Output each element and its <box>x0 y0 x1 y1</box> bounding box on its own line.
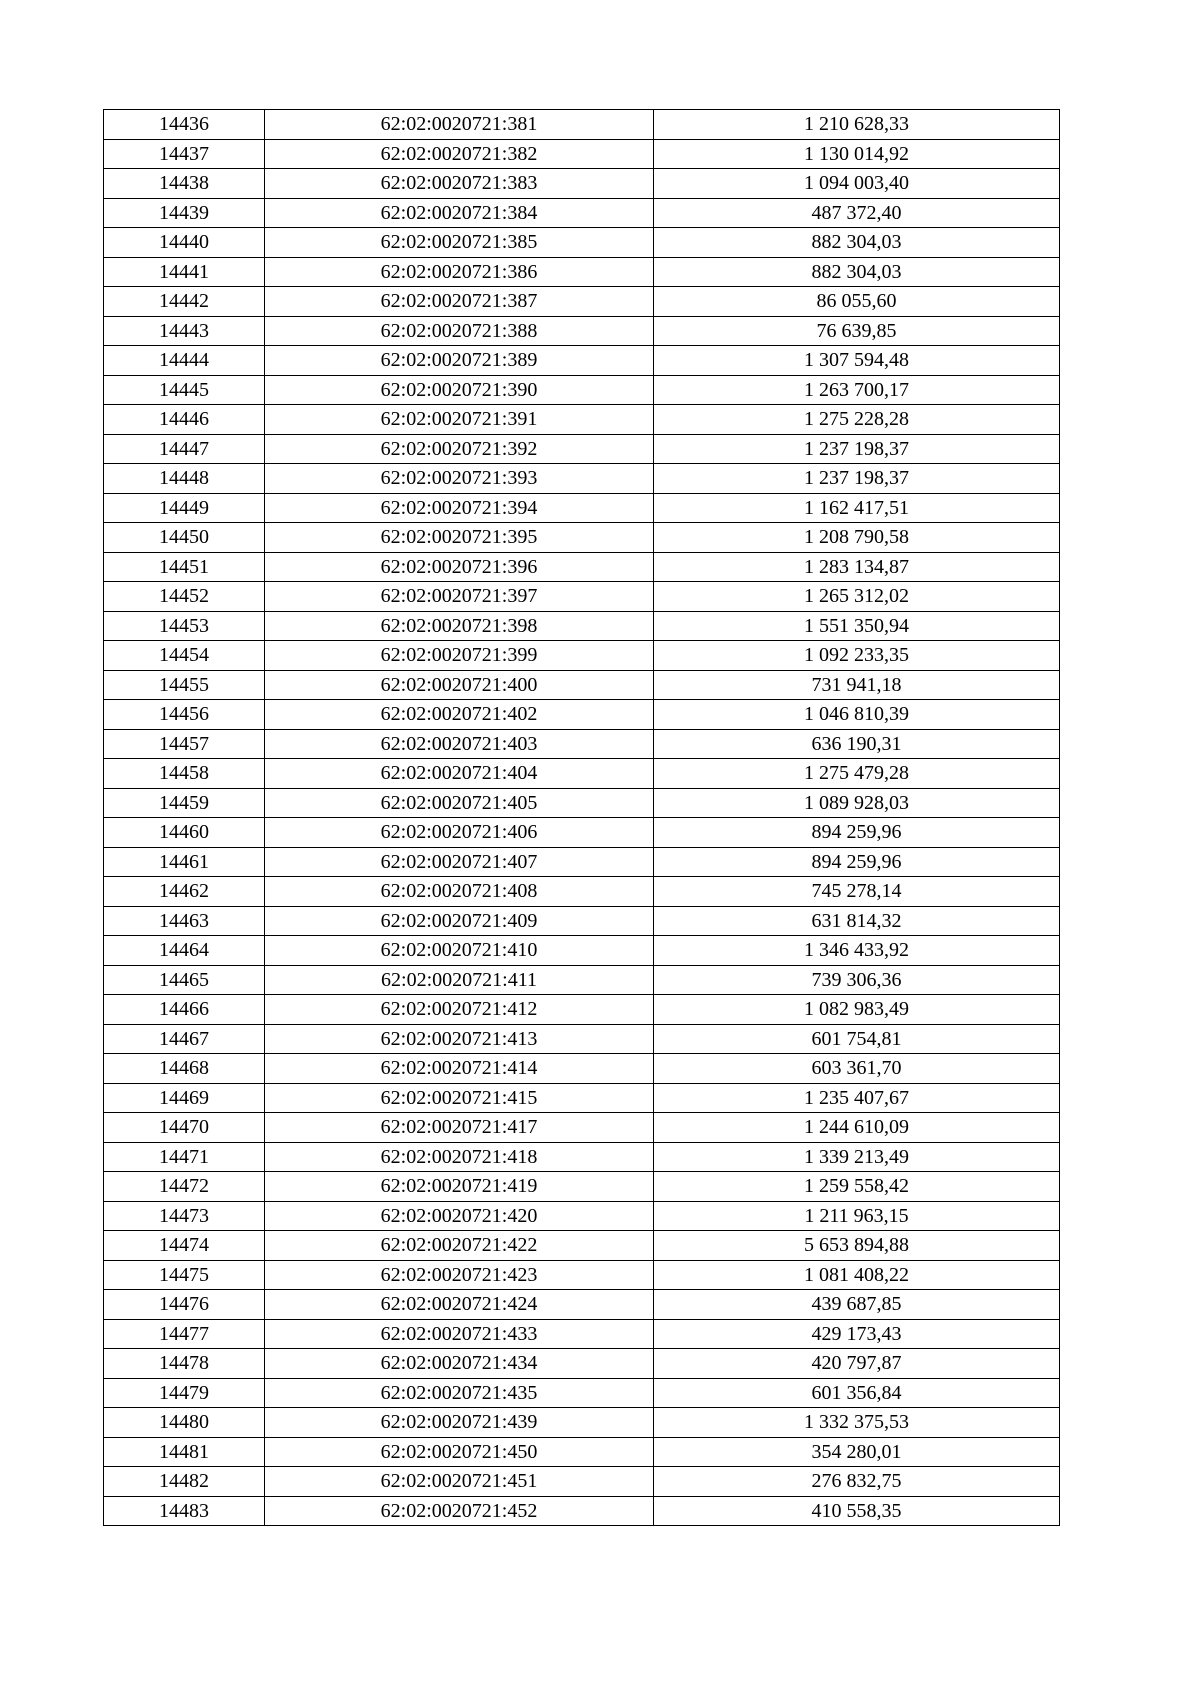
cadastral-value-cell: 1 082 983,49 <box>654 995 1060 1025</box>
cadastral-value-cell: 1 275 479,28 <box>654 759 1060 789</box>
table-row <box>104 611 1060 641</box>
cadastral-number-cell: 62:02:0020721:411 <box>265 965 654 995</box>
table-row <box>104 375 1060 405</box>
cadastral-number-cell: 62:02:0020721:418 <box>265 1142 654 1172</box>
cadastral-value-cell: 1 237 198,37 <box>654 434 1060 464</box>
cadastral-value-cell: 603 361,70 <box>654 1054 1060 1084</box>
cadastral-number-cell: 62:02:0020721:419 <box>265 1172 654 1202</box>
row-number-cell: 14462 <box>104 877 265 907</box>
cadastral-value-cell: 1 092 233,35 <box>654 641 1060 671</box>
table-row <box>104 1142 1060 1172</box>
row-number-cell: 14458 <box>104 759 265 789</box>
cadastral-value-cell: 487 372,40 <box>654 198 1060 228</box>
row-number-cell: 14453 <box>104 611 265 641</box>
cadastral-value-cell: 1 265 312,02 <box>654 582 1060 612</box>
table-row <box>104 552 1060 582</box>
cadastral-value-cell: 894 259,96 <box>654 847 1060 877</box>
row-number-cell: 14438 <box>104 169 265 199</box>
table-row <box>104 434 1060 464</box>
table-row <box>104 1437 1060 1467</box>
table-row <box>104 346 1060 376</box>
cadastral-number-cell: 62:02:0020721:383 <box>265 169 654 199</box>
cadastral-value-cell: 1 235 407,67 <box>654 1083 1060 1113</box>
row-number-cell: 14441 <box>104 257 265 287</box>
cadastral-number-cell: 62:02:0020721:398 <box>265 611 654 641</box>
row-number-cell: 14469 <box>104 1083 265 1113</box>
row-number-cell: 14439 <box>104 198 265 228</box>
cadastral-number-cell: 62:02:0020721:384 <box>265 198 654 228</box>
cadastral-number-cell: 62:02:0020721:387 <box>265 287 654 317</box>
cadastral-number-cell: 62:02:0020721:405 <box>265 788 654 818</box>
cadastral-value-cell: 1 089 928,03 <box>654 788 1060 818</box>
cadastral-value-cell: 1 551 350,94 <box>654 611 1060 641</box>
cadastral-number-cell: 62:02:0020721:435 <box>265 1378 654 1408</box>
cadastral-value-cell: 76 639,85 <box>654 316 1060 346</box>
table-row <box>104 257 1060 287</box>
table-row <box>104 965 1060 995</box>
table-row <box>104 493 1060 523</box>
cadastral-number-cell: 62:02:0020721:397 <box>265 582 654 612</box>
cadastral-value-cell: 1 162 417,51 <box>654 493 1060 523</box>
row-number-cell: 14463 <box>104 906 265 936</box>
table-row <box>104 995 1060 1025</box>
table-row <box>104 877 1060 907</box>
table-row <box>104 818 1060 848</box>
row-number-cell: 14452 <box>104 582 265 612</box>
row-number-cell: 14447 <box>104 434 265 464</box>
cadastral-value-cell: 739 306,36 <box>654 965 1060 995</box>
cadastral-number-cell: 62:02:0020721:392 <box>265 434 654 464</box>
table-row <box>104 1378 1060 1408</box>
cadastral-value-cell: 1 130 014,92 <box>654 139 1060 169</box>
cadastral-number-cell: 62:02:0020721:389 <box>265 346 654 376</box>
table-row <box>104 788 1060 818</box>
cadastral-number-cell: 62:02:0020721:390 <box>265 375 654 405</box>
table-row <box>104 1467 1060 1497</box>
table-row <box>104 1172 1060 1202</box>
table-row <box>104 405 1060 435</box>
table-row <box>104 641 1060 671</box>
cadastral-number-cell: 62:02:0020721:408 <box>265 877 654 907</box>
table-body <box>104 110 1060 1526</box>
cadastral-number-cell: 62:02:0020721:414 <box>265 1054 654 1084</box>
cadastral-value-cell: 276 832,75 <box>654 1467 1060 1497</box>
row-number-cell: 14459 <box>104 788 265 818</box>
table-row <box>104 169 1060 199</box>
row-number-cell: 14450 <box>104 523 265 553</box>
cadastral-number-cell: 62:02:0020721:452 <box>265 1496 654 1526</box>
cadastral-number-cell: 62:02:0020721:382 <box>265 139 654 169</box>
cadastral-number-cell: 62:02:0020721:415 <box>265 1083 654 1113</box>
table-row <box>104 1260 1060 1290</box>
row-number-cell: 14479 <box>104 1378 265 1408</box>
cadastral-value-cell: 882 304,03 <box>654 228 1060 258</box>
cadastral-value-cell: 1 094 003,40 <box>654 169 1060 199</box>
row-number-cell: 14444 <box>104 346 265 376</box>
row-number-cell: 14480 <box>104 1408 265 1438</box>
cadastral-value-cell: 1 332 375,53 <box>654 1408 1060 1438</box>
row-number-cell: 14472 <box>104 1172 265 1202</box>
row-number-cell: 14475 <box>104 1260 265 1290</box>
cadastral-number-cell: 62:02:0020721:424 <box>265 1290 654 1320</box>
cadastral-number-cell: 62:02:0020721:439 <box>265 1408 654 1438</box>
table-row <box>104 1201 1060 1231</box>
table-row <box>104 936 1060 966</box>
cadastral-number-cell: 62:02:0020721:451 <box>265 1467 654 1497</box>
cadastral-number-cell: 62:02:0020721:402 <box>265 700 654 730</box>
row-number-cell: 14437 <box>104 139 265 169</box>
table-row <box>104 1024 1060 1054</box>
row-number-cell: 14478 <box>104 1349 265 1379</box>
cadastral-value-table <box>103 109 1060 1526</box>
cadastral-value-cell: 631 814,32 <box>654 906 1060 936</box>
cadastral-number-cell: 62:02:0020721:433 <box>265 1319 654 1349</box>
cadastral-number-cell: 62:02:0020721:395 <box>265 523 654 553</box>
table-row <box>104 729 1060 759</box>
cadastral-value-cell: 1 263 700,17 <box>654 375 1060 405</box>
cadastral-value-cell: 745 278,14 <box>654 877 1060 907</box>
table-row <box>104 1054 1060 1084</box>
cadastral-number-cell: 62:02:0020721:409 <box>265 906 654 936</box>
cadastral-number-cell: 62:02:0020721:400 <box>265 670 654 700</box>
row-number-cell: 14477 <box>104 1319 265 1349</box>
row-number-cell: 14466 <box>104 995 265 1025</box>
row-number-cell: 14456 <box>104 700 265 730</box>
table-row <box>104 1290 1060 1320</box>
cadastral-value-cell: 86 055,60 <box>654 287 1060 317</box>
row-number-cell: 14449 <box>104 493 265 523</box>
cadastral-number-cell: 62:02:0020721:417 <box>265 1113 654 1143</box>
table-row <box>104 759 1060 789</box>
cadastral-number-cell: 62:02:0020721:434 <box>265 1349 654 1379</box>
cadastral-value-cell: 894 259,96 <box>654 818 1060 848</box>
table-row <box>104 1496 1060 1526</box>
cadastral-number-cell: 62:02:0020721:420 <box>265 1201 654 1231</box>
row-number-cell: 14467 <box>104 1024 265 1054</box>
row-number-cell: 14440 <box>104 228 265 258</box>
cadastral-number-cell: 62:02:0020721:393 <box>265 464 654 494</box>
row-number-cell: 14474 <box>104 1231 265 1261</box>
table-row <box>104 1083 1060 1113</box>
row-number-cell: 14457 <box>104 729 265 759</box>
table-row <box>104 228 1060 258</box>
cadastral-value-cell: 731 941,18 <box>654 670 1060 700</box>
cadastral-number-cell: 62:02:0020721:381 <box>265 110 654 140</box>
cadastral-number-cell: 62:02:0020721:386 <box>265 257 654 287</box>
cadastral-number-cell: 62:02:0020721:422 <box>265 1231 654 1261</box>
row-number-cell: 14446 <box>104 405 265 435</box>
row-number-cell: 14476 <box>104 1290 265 1320</box>
cadastral-number-cell: 62:02:0020721:396 <box>265 552 654 582</box>
table-row <box>104 1349 1060 1379</box>
row-number-cell: 14481 <box>104 1437 265 1467</box>
table-row <box>104 198 1060 228</box>
cadastral-value-cell: 1 307 594,48 <box>654 346 1060 376</box>
cadastral-value-cell: 439 687,85 <box>654 1290 1060 1320</box>
table-row <box>104 110 1060 140</box>
cadastral-number-cell: 62:02:0020721:450 <box>265 1437 654 1467</box>
cadastral-number-cell: 62:02:0020721:406 <box>265 818 654 848</box>
row-number-cell: 14436 <box>104 110 265 140</box>
table-row <box>104 582 1060 612</box>
cadastral-number-cell: 62:02:0020721:407 <box>265 847 654 877</box>
cadastral-value-cell: 1 046 810,39 <box>654 700 1060 730</box>
cadastral-number-cell: 62:02:0020721:385 <box>265 228 654 258</box>
cadastral-number-cell: 62:02:0020721:394 <box>265 493 654 523</box>
cadastral-value-cell: 420 797,87 <box>654 1349 1060 1379</box>
cadastral-value-cell: 410 558,35 <box>654 1496 1060 1526</box>
row-number-cell: 14451 <box>104 552 265 582</box>
cadastral-value-cell: 1 210 628,33 <box>654 110 1060 140</box>
cadastral-value-cell: 354 280,01 <box>654 1437 1060 1467</box>
row-number-cell: 14445 <box>104 375 265 405</box>
row-number-cell: 14454 <box>104 641 265 671</box>
table-row <box>104 316 1060 346</box>
cadastral-number-cell: 62:02:0020721:391 <box>265 405 654 435</box>
cadastral-value-cell: 882 304,03 <box>654 257 1060 287</box>
cadastral-number-cell: 62:02:0020721:410 <box>265 936 654 966</box>
cadastral-value-cell: 1 208 790,58 <box>654 523 1060 553</box>
cadastral-value-cell: 5 653 894,88 <box>654 1231 1060 1261</box>
cadastral-value-cell: 429 173,43 <box>654 1319 1060 1349</box>
table-row <box>104 1231 1060 1261</box>
table-row <box>104 1113 1060 1143</box>
row-number-cell: 14465 <box>104 965 265 995</box>
cadastral-number-cell: 62:02:0020721:404 <box>265 759 654 789</box>
cadastral-value-cell: 601 356,84 <box>654 1378 1060 1408</box>
row-number-cell: 14443 <box>104 316 265 346</box>
cadastral-value-cell: 1 275 228,28 <box>654 405 1060 435</box>
cadastral-value-cell: 1 244 610,09 <box>654 1113 1060 1143</box>
row-number-cell: 14448 <box>104 464 265 494</box>
row-number-cell: 14442 <box>104 287 265 317</box>
table-row <box>104 1319 1060 1349</box>
table-row <box>104 287 1060 317</box>
cadastral-value-cell: 1 211 963,15 <box>654 1201 1060 1231</box>
row-number-cell: 14460 <box>104 818 265 848</box>
table-row <box>104 700 1060 730</box>
cadastral-number-cell: 62:02:0020721:403 <box>265 729 654 759</box>
table-row <box>104 670 1060 700</box>
row-number-cell: 14470 <box>104 1113 265 1143</box>
cadastral-number-cell: 62:02:0020721:412 <box>265 995 654 1025</box>
cadastral-value-cell: 636 190,31 <box>654 729 1060 759</box>
table-row <box>104 523 1060 553</box>
table-row <box>104 464 1060 494</box>
row-number-cell: 14464 <box>104 936 265 966</box>
row-number-cell: 14471 <box>104 1142 265 1172</box>
table-row <box>104 1408 1060 1438</box>
cadastral-number-cell: 62:02:0020721:423 <box>265 1260 654 1290</box>
cadastral-value-cell: 1 339 213,49 <box>654 1142 1060 1172</box>
table-row <box>104 139 1060 169</box>
row-number-cell: 14455 <box>104 670 265 700</box>
cadastral-value-cell: 1 237 198,37 <box>654 464 1060 494</box>
cadastral-number-cell: 62:02:0020721:388 <box>265 316 654 346</box>
cadastral-number-cell: 62:02:0020721:413 <box>265 1024 654 1054</box>
row-number-cell: 14473 <box>104 1201 265 1231</box>
cadastral-value-cell: 1 259 558,42 <box>654 1172 1060 1202</box>
cadastral-number-cell: 62:02:0020721:399 <box>265 641 654 671</box>
row-number-cell: 14483 <box>104 1496 265 1526</box>
cadastral-value-cell: 1 081 408,22 <box>654 1260 1060 1290</box>
cadastral-value-cell: 1 346 433,92 <box>654 936 1060 966</box>
row-number-cell: 14468 <box>104 1054 265 1084</box>
table-row <box>104 847 1060 877</box>
cadastral-value-cell: 601 754,81 <box>654 1024 1060 1054</box>
cadastral-value-cell: 1 283 134,87 <box>654 552 1060 582</box>
row-number-cell: 14482 <box>104 1467 265 1497</box>
table-row <box>104 906 1060 936</box>
row-number-cell: 14461 <box>104 847 265 877</box>
